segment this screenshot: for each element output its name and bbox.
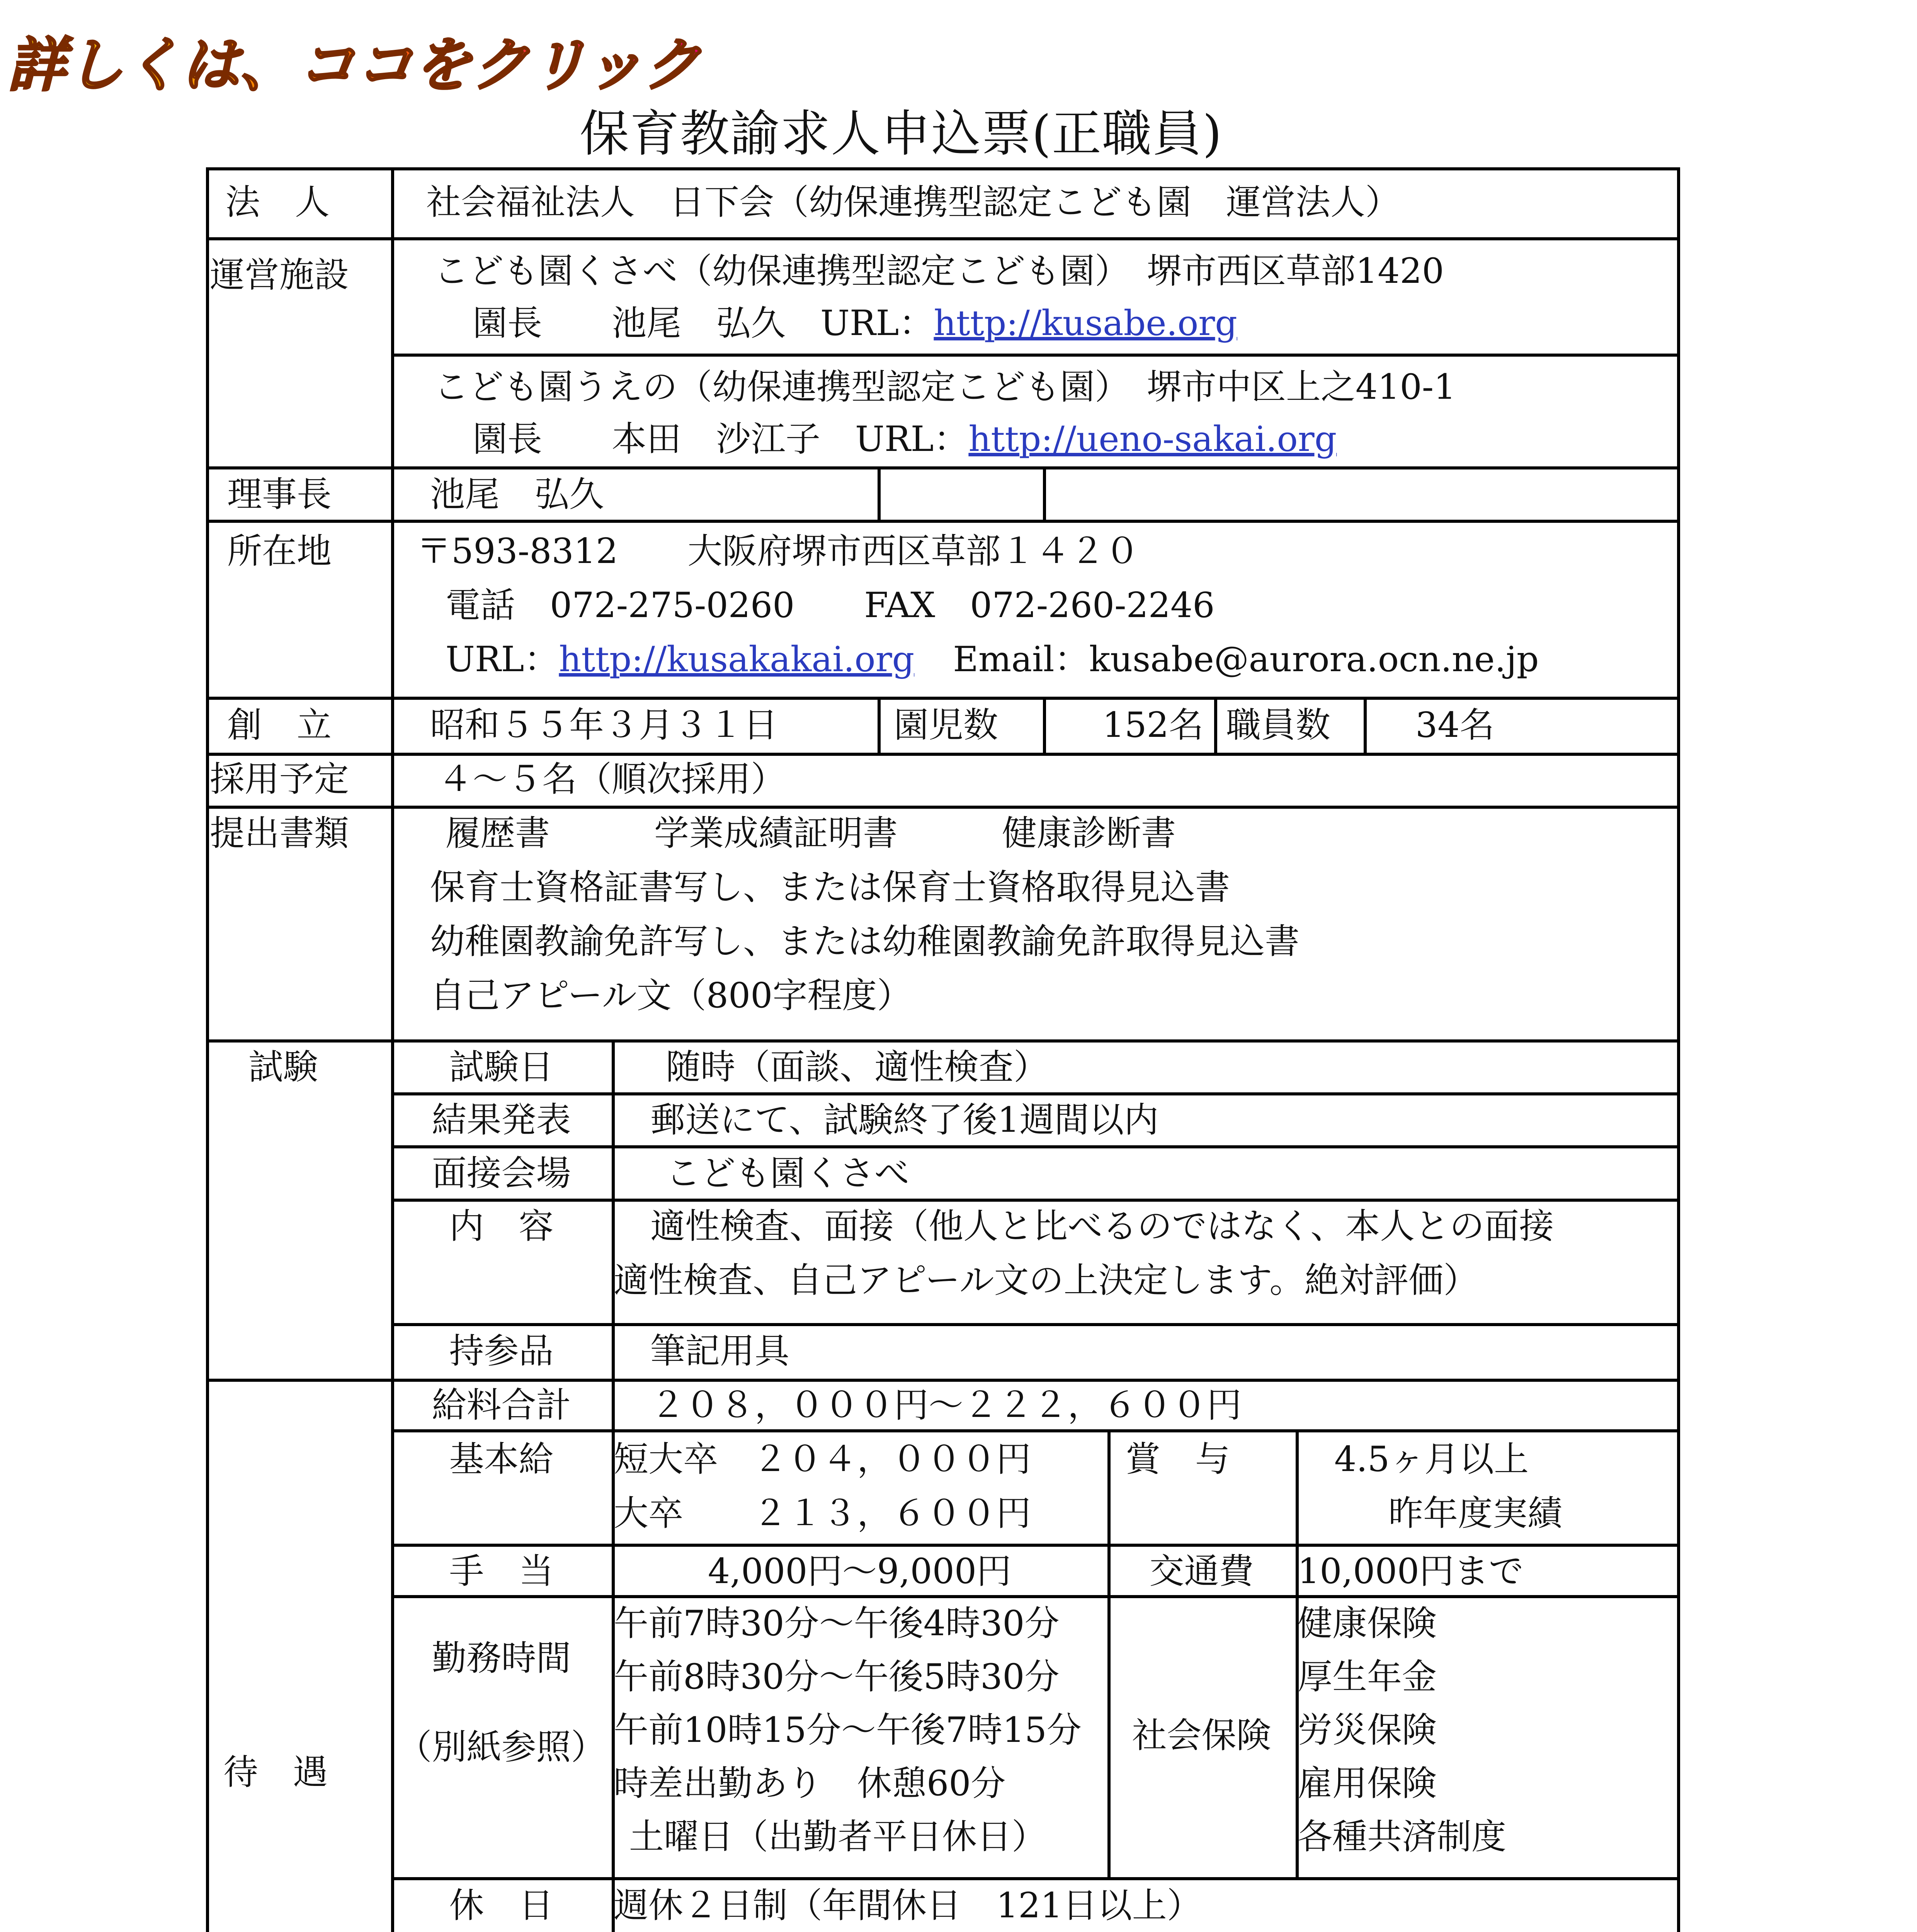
banner-graphic	[0, 0, 701, 116]
teishutsu-item: 保育士資格証書写し、または保育士資格取得見込書	[430, 867, 1230, 908]
teishutsu-label: 提出書類	[210, 813, 349, 854]
row-sep	[206, 466, 1680, 469]
facility2-line2	[473, 413, 1337, 466]
insurance-item: 健康保険	[1298, 1603, 1437, 1644]
col-sep	[1043, 466, 1046, 520]
shokuin-value: 34名	[1415, 705, 1495, 745]
exam-bring-label: 持参品	[449, 1331, 554, 1371]
row-sep	[206, 753, 1680, 756]
facility2-line1: こども園うえの（幼保連携型認定こども園） 堺市中区上之410-1	[434, 367, 1456, 407]
hours-line: 午前7時30分～午後4時30分	[614, 1603, 1060, 1644]
allowance-value: 4,000円～9,000円	[708, 1551, 1012, 1592]
teishutsu-item: 幼稚園教諭免許写し、または幼稚園教諭免許取得見込書	[430, 921, 1300, 962]
exam-venue-label: 面接会場	[432, 1153, 571, 1194]
hours-label: 勤務時間	[432, 1638, 571, 1679]
base-pay-line2: 大卒 ２１３，６００円	[614, 1493, 1031, 1534]
bonus-label: 賞 与	[1126, 1439, 1230, 1480]
form-border-left	[206, 167, 209, 1932]
teishutsu-item: 自己アピール文（800字程度）	[430, 975, 912, 1016]
hours-line: 午前10時15分～午後7時15分	[614, 1710, 1082, 1750]
exam-date-label: 試験日	[449, 1047, 554, 1087]
holiday-line: 週休２日制（年間休日 121日以上）	[614, 1885, 1202, 1926]
insurance-item: 各種共済制度	[1298, 1816, 1506, 1857]
transport-value: 10,000円まで	[1298, 1551, 1524, 1592]
allowance-label: 手 当	[449, 1551, 554, 1592]
hours-line: 午前8時30分～午後5時30分	[614, 1656, 1060, 1697]
application-form	[206, 167, 1680, 1932]
exam-content-label: 内 容	[449, 1206, 554, 1247]
hours-line: 土曜日（出勤者平日休日）	[629, 1816, 1046, 1857]
base-pay-line1: 短大卒 ２０４，０００円	[614, 1439, 1031, 1480]
rijicho-label: 理事長	[227, 474, 332, 515]
page-title: 保育教諭求人申込票(正職員)	[580, 105, 1223, 163]
exam-venue-value: こども園くさべ	[666, 1153, 909, 1194]
exam-content-line1: 適性検査、面接（他人と比べるのではなく、本人との面接	[650, 1206, 1554, 1247]
col-sep	[878, 466, 881, 520]
soritsu-label: 創 立	[227, 705, 332, 745]
hours-sub-label: （別紙参照）	[397, 1727, 606, 1767]
houjin-label: 法 人	[225, 182, 330, 223]
hours-line: 時差出勤あり 休憩60分	[614, 1763, 1006, 1804]
salary-total-label: 給料合計	[432, 1385, 571, 1425]
rijicho-value: 池尾 弘久	[430, 474, 604, 515]
email-text: Email：kusabe@aurora.ocn.ne.jp	[953, 639, 1539, 680]
address-line: 〒593-8312 大阪府堺市西区草部１４２０	[417, 531, 1140, 571]
exam-result-label: 結果発表	[432, 1100, 571, 1140]
unei-label: 運営施設	[210, 255, 349, 295]
col-sep	[878, 697, 881, 753]
shokuin-label: 職員数	[1226, 705, 1330, 745]
col-sep	[1214, 697, 1217, 753]
banner-text: 詳しくは、ココをクリック	[8, 32, 701, 99]
transport-label: 交通費	[1149, 1551, 1254, 1592]
form-border-right	[1677, 167, 1680, 1932]
taigu-label: 待 遇	[223, 1752, 328, 1793]
details-banner-link[interactable]	[0, 0, 701, 116]
enji-label: 園児数	[894, 705, 998, 745]
exam-bring-value: 筆記用具	[650, 1331, 789, 1371]
col-sep	[1043, 697, 1046, 753]
bonus-line2: 昨年度実績	[1388, 1493, 1562, 1534]
facility1-director: 園長 池尾 弘久 URL：	[473, 303, 934, 344]
facility1-line1: こども園くさべ（幼保連携型認定こども園） 堺市西区草部1420	[434, 251, 1444, 291]
url-prefix: URL：	[446, 639, 559, 680]
bonus-line1: 4.5ヶ月以上	[1334, 1439, 1529, 1480]
saiyo-value: ４～５名（順次採用）	[438, 759, 786, 799]
col-sep	[1364, 697, 1367, 753]
facility2-url-link[interactable]: http://ueno-sakai.org	[968, 419, 1337, 459]
row-sep	[206, 237, 1680, 240]
col-sep	[612, 1039, 615, 1379]
insurance-item: 雇用保険	[1298, 1763, 1437, 1804]
insurance-label: 社会保険	[1132, 1715, 1271, 1756]
teishutsu-item: 履歴書 学業成績証明書 健康診断書	[446, 813, 1176, 854]
insurance-item: 労災保険	[1298, 1710, 1437, 1750]
salary-total-value: ２０８，０００円～２２２，６００円	[650, 1385, 1242, 1425]
row-sep	[206, 520, 1680, 523]
exam-result-value: 郵送にて、試験終了後1週間以内	[650, 1100, 1159, 1140]
facility1-url-link[interactable]: http://kusabe.org	[934, 303, 1237, 344]
col-sep	[1107, 1429, 1111, 1877]
houjin-value: 社会福祉法人 日下会（幼保連携型認定こども園 運営法人）	[426, 182, 1400, 223]
insurance-item: 厚生年金	[1298, 1656, 1437, 1697]
row-sep	[391, 354, 1680, 357]
corp-url-link[interactable]: http://kusakakai.org	[559, 639, 915, 680]
saiyo-label: 採用予定	[210, 759, 349, 799]
facility2-director: 園長 本田 沙江子 URL：	[473, 419, 969, 459]
shiken-label: 試験	[248, 1047, 318, 1087]
soritsu-value: 昭和５５年３月３１日	[430, 705, 778, 745]
url-email-line	[446, 633, 1539, 686]
exam-date-value: 随時（面談、適性検査）	[666, 1047, 1048, 1087]
enji-value: 152名	[1102, 705, 1204, 745]
exam-content-line2: 適性検査、自己アピール文の上決定します。絶対評価）	[614, 1260, 1478, 1301]
facility1-line2	[473, 297, 1237, 350]
holiday-label: 休 日	[449, 1885, 554, 1926]
base-pay-label: 基本給	[449, 1439, 554, 1480]
shozai-label: 所在地	[227, 531, 332, 571]
phone-fax-line: 電話 072-275-0260 FAX 072-260-2246	[446, 585, 1215, 626]
form-border-top	[206, 167, 1680, 170]
